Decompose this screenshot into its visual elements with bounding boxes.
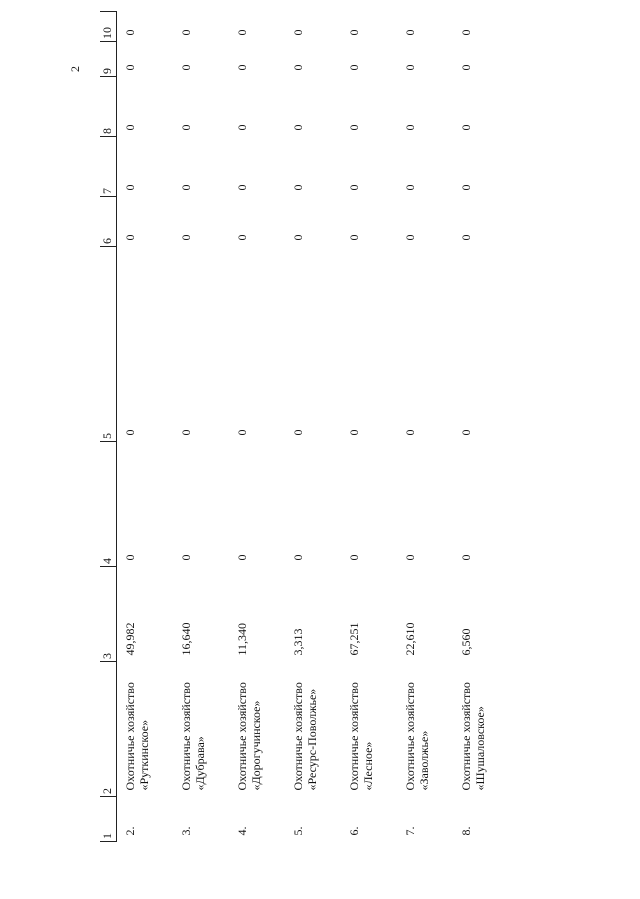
cell-value: 16,640: [179, 622, 193, 656]
hunting-farm-name: Охотничье хозяйство «Шушаловское»: [459, 682, 487, 791]
row-number: 6.: [347, 826, 361, 836]
cell-value: 3,313: [291, 628, 305, 656]
cell-value: 0: [459, 124, 473, 131]
table-row: [117, 12, 174, 842]
cell-value: 0: [347, 429, 361, 436]
cell-value: 0: [459, 29, 473, 36]
cell-value: 11,340: [235, 622, 249, 656]
row-number: 2.: [123, 826, 137, 836]
cell-value: 0: [459, 184, 473, 191]
table-row: [397, 12, 453, 842]
cell-value: 0: [179, 554, 193, 561]
column-header: 9: [100, 42, 117, 77]
column-header: 3: [100, 567, 117, 662]
cell-value: 0: [123, 184, 137, 191]
cell-value: 0: [347, 29, 361, 36]
cell-value: 0: [347, 554, 361, 561]
cell-value: 0: [235, 29, 249, 36]
cell-value: 0: [179, 124, 193, 131]
hunting-farm-name: Охотничье хозяйство «Руткинское»: [123, 682, 151, 791]
table-row: [173, 12, 229, 842]
row-number: 8.: [459, 826, 473, 836]
hunting-farm-name: Охотничье хозяйство «Лесное»: [347, 682, 375, 791]
column-header: 7: [100, 137, 117, 197]
cell-value: 0: [291, 234, 305, 241]
cell-value: 0: [235, 124, 249, 131]
cell-value: 0: [235, 234, 249, 241]
cell-value: 0: [459, 429, 473, 436]
cell-value: 0: [347, 64, 361, 71]
hunting-farm-name: Охотничье хозяйство «Дубрава»: [179, 682, 207, 791]
cell-value: 0: [459, 234, 473, 241]
cell-value: 0: [179, 29, 193, 36]
cell-value: 0: [347, 234, 361, 241]
cell-value: 0: [291, 64, 305, 71]
cell-value: 0: [291, 184, 305, 191]
cell-value: 0: [179, 429, 193, 436]
cell-value: 0: [123, 29, 137, 36]
page-number: 2: [68, 66, 82, 72]
cell-value: 0: [291, 124, 305, 131]
cell-value: 0: [291, 429, 305, 436]
cell-value: 0: [179, 234, 193, 241]
column-header: 8: [100, 77, 117, 137]
row-number: 4.: [235, 826, 249, 836]
cell-value: 0: [123, 554, 137, 561]
cell-value: 22,610: [403, 622, 417, 656]
cell-value: 49,982: [123, 622, 137, 656]
cell-value: 0: [123, 429, 137, 436]
table-row: [285, 12, 341, 842]
cell-value: 0: [459, 554, 473, 561]
cell-value: 6,560: [459, 628, 473, 656]
cell-value: 0: [123, 234, 137, 241]
column-header: 4: [100, 442, 117, 567]
row-number: 7.: [403, 826, 417, 836]
cell-value: 0: [403, 234, 417, 241]
cell-value: 0: [347, 184, 361, 191]
data-table: [100, 11, 509, 842]
column-header: 6: [100, 197, 117, 247]
table-row: [229, 12, 285, 842]
cell-value: 67,251: [347, 622, 361, 656]
cell-value: 0: [235, 184, 249, 191]
cell-value: 0: [179, 64, 193, 71]
cell-value: 0: [291, 29, 305, 36]
hunting-farm-name: Охотничье хозяйство «Заволжье»: [403, 682, 431, 791]
table-row: [341, 12, 397, 842]
cell-value: 0: [459, 64, 473, 71]
column-header: 5: [100, 247, 117, 442]
cell-value: 0: [403, 554, 417, 561]
cell-value: 0: [403, 64, 417, 71]
row-number: 3.: [179, 826, 193, 836]
cell-value: 0: [235, 554, 249, 561]
cell-value: 0: [403, 124, 417, 131]
cell-value: 0: [235, 429, 249, 436]
header-row: [100, 12, 117, 842]
column-header: 1: [100, 797, 117, 842]
rotated-table-area: [68, 27, 560, 842]
cell-value: 0: [291, 554, 305, 561]
row-number: 5.: [291, 826, 305, 836]
cell-value: 0: [347, 124, 361, 131]
hunting-farm-name: Охотничье хозяйство «Ресурс-Поволжье»: [291, 682, 319, 791]
cell-value: 0: [403, 184, 417, 191]
cell-value: 0: [235, 64, 249, 71]
table-row: [453, 12, 509, 842]
cell-value: 0: [403, 29, 417, 36]
column-header: 10: [100, 12, 117, 42]
hunting-farm-name: Охотничье хозяйство «Дорогучинское»: [235, 682, 263, 791]
cell-value: 0: [123, 64, 137, 71]
cell-value: 0: [123, 124, 137, 131]
cell-value: 0: [403, 429, 417, 436]
column-header: 2: [100, 662, 117, 797]
cell-value: 0: [179, 184, 193, 191]
